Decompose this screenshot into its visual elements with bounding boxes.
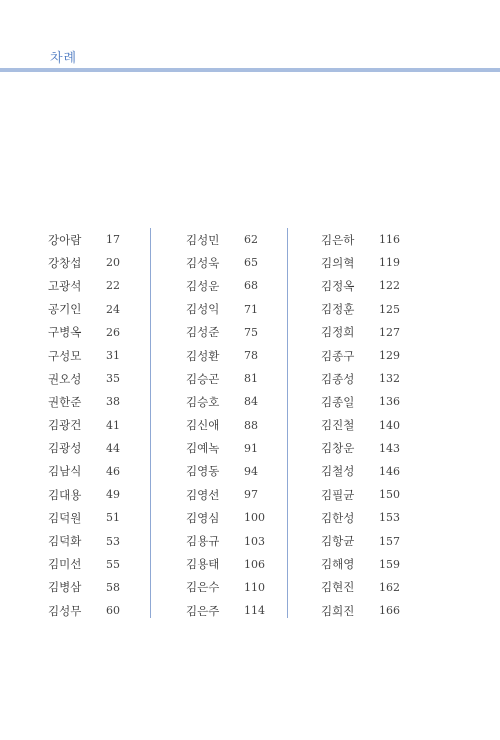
toc-entry[interactable] — [48, 553, 150, 576]
toc-entry-page: 110 — [244, 580, 265, 594]
toc-entry[interactable] — [48, 321, 150, 344]
toc-entry[interactable] — [48, 599, 150, 622]
toc-entry-page: 159 — [379, 557, 400, 571]
toc-entry-page: 49 — [106, 488, 120, 502]
header-rule — [0, 68, 500, 72]
toc-entry[interactable] — [186, 228, 285, 251]
toc-entry-name: 김창운 — [321, 441, 355, 456]
toc-entry-page: 53 — [106, 534, 120, 548]
toc-entry-page: 68 — [244, 279, 258, 293]
toc-entry[interactable] — [186, 599, 285, 622]
toc-entry[interactable] — [186, 344, 285, 367]
toc-entry-name: 김해영 — [321, 557, 355, 572]
toc-entry-page: 58 — [106, 580, 120, 594]
toc-entry-name: 김성민 — [186, 232, 220, 247]
toc-entry-page: 162 — [379, 580, 400, 594]
toc-entry-name: 김성익 — [186, 302, 220, 317]
toc-entry-page: 100 — [244, 511, 265, 525]
toc-entry[interactable] — [321, 483, 458, 506]
toc-entry-name: 김한성 — [321, 510, 355, 525]
toc-entry-page: 122 — [379, 279, 400, 293]
toc-entry-name: 공기인 — [48, 302, 82, 317]
toc-entry[interactable] — [186, 298, 285, 321]
toc-entry-name: 김정희 — [321, 325, 355, 340]
toc-entry[interactable] — [48, 274, 150, 297]
toc-entry-page: 35 — [106, 372, 120, 386]
toc-entry-name: 김성운 — [186, 278, 220, 293]
toc-column — [48, 228, 150, 622]
toc-entry-page: 65 — [244, 256, 258, 270]
toc-entry-name: 김예녹 — [186, 441, 220, 456]
toc-entry[interactable] — [321, 367, 458, 390]
toc-entry-name: 구병옥 — [48, 325, 82, 340]
toc-entry[interactable] — [186, 460, 285, 483]
toc-entry-page: 132 — [379, 372, 400, 386]
toc-entry[interactable] — [321, 228, 458, 251]
toc-entry[interactable] — [186, 414, 285, 437]
toc-entry[interactable] — [321, 599, 458, 622]
toc-entry[interactable] — [48, 367, 150, 390]
toc-entry-name: 김덕원 — [48, 510, 82, 525]
toc-entry[interactable] — [186, 576, 285, 599]
toc-entry-name: 김영심 — [186, 510, 220, 525]
toc-entry[interactable] — [321, 437, 458, 460]
toc-entry-name: 김광성 — [48, 441, 82, 456]
toc-entry-name: 김항균 — [321, 534, 355, 549]
toc-entry[interactable] — [186, 321, 285, 344]
toc-entry[interactable] — [48, 506, 150, 529]
toc-entry[interactable] — [48, 228, 150, 251]
toc-entry-page: 116 — [379, 233, 400, 247]
toc-entry-page: 26 — [106, 325, 120, 339]
toc-entry-name: 김광건 — [48, 418, 82, 433]
toc-entry[interactable] — [48, 529, 150, 552]
toc-entry[interactable] — [186, 506, 285, 529]
toc-entry-page: 114 — [244, 604, 265, 618]
toc-entry-page: 150 — [379, 488, 400, 502]
toc-entry-name: 김성환 — [186, 348, 220, 363]
toc-entry-page: 88 — [244, 418, 258, 432]
toc-entry[interactable] — [48, 298, 150, 321]
toc-entry-name: 김성욱 — [186, 255, 220, 270]
toc-entry-page: 62 — [244, 233, 258, 247]
toc-entry-page: 31 — [106, 349, 120, 363]
toc-entry-page: 84 — [244, 395, 258, 409]
toc-entry-page: 119 — [379, 256, 400, 270]
toc-entry-name: 김용규 — [186, 534, 220, 549]
toc-entry-page: 81 — [244, 372, 258, 386]
toc-entry[interactable] — [321, 251, 458, 274]
toc-entry[interactable] — [321, 553, 458, 576]
toc-entry-page: 46 — [106, 464, 120, 478]
toc-entry-name: 구성모 — [48, 348, 82, 363]
toc-entry-name: 김철성 — [321, 464, 355, 479]
toc-entry[interactable] — [321, 506, 458, 529]
toc-entry-page: 60 — [106, 604, 120, 618]
toc-entry-name: 김영동 — [186, 464, 220, 479]
toc-entry[interactable] — [186, 437, 285, 460]
toc-entry-name: 김종구 — [321, 348, 355, 363]
toc-entry[interactable] — [48, 576, 150, 599]
toc-entry[interactable] — [321, 576, 458, 599]
toc-entry-page: 20 — [106, 256, 120, 270]
toc-entry[interactable] — [321, 274, 458, 297]
toc-entry-page: 17 — [106, 233, 120, 247]
toc-entry-name: 김현진 — [321, 580, 355, 595]
toc-entry-name: 권오성 — [48, 371, 82, 386]
toc-entry-page: 127 — [379, 325, 400, 339]
toc-entry-page: 166 — [379, 604, 400, 618]
toc-entry-page: 41 — [106, 418, 120, 432]
toc-entry-name: 김은하 — [321, 232, 355, 247]
toc-entry-page: 71 — [244, 302, 258, 316]
toc-entry[interactable] — [48, 483, 150, 506]
toc-entry-page: 55 — [106, 557, 120, 571]
toc-entry-page: 51 — [106, 511, 120, 525]
page-title: 차례 — [50, 51, 78, 66]
toc-entry-name: 김영선 — [186, 487, 220, 502]
toc-entry-page: 75 — [244, 325, 258, 339]
toc-entry-name: 강아람 — [48, 232, 82, 247]
toc-entry-name: 김진철 — [321, 418, 355, 433]
toc-entry[interactable] — [48, 414, 150, 437]
toc-entry-name: 김정훈 — [321, 302, 355, 317]
toc-entry-name: 김은수 — [186, 580, 220, 595]
toc-entry-page: 103 — [244, 534, 265, 548]
toc-entry-page: 146 — [379, 464, 400, 478]
toc-entry[interactable] — [186, 390, 285, 413]
toc-entry[interactable] — [186, 274, 285, 297]
toc-entry-name: 김덕화 — [48, 534, 82, 549]
toc-entry-name: 김정옥 — [321, 278, 355, 293]
toc-entry-name: 김승호 — [186, 394, 220, 409]
toc-entry-name: 김병삼 — [48, 580, 82, 595]
toc-entry-page: 153 — [379, 511, 400, 525]
toc-entry[interactable] — [321, 344, 458, 367]
toc-entry[interactable] — [321, 298, 458, 321]
toc-entry-name: 김신애 — [186, 418, 220, 433]
toc-entry[interactable] — [48, 460, 150, 483]
toc-entry-name: 고광석 — [48, 278, 82, 293]
toc-entry[interactable] — [321, 529, 458, 552]
toc-entry-name: 김남식 — [48, 464, 82, 479]
toc-entry-page: 94 — [244, 464, 258, 478]
toc-entry[interactable] — [186, 529, 285, 552]
toc-entry-name: 김의혁 — [321, 255, 355, 270]
toc-entry-page: 125 — [379, 302, 400, 316]
table-of-contents — [48, 228, 458, 622]
toc-entry-page: 22 — [106, 279, 120, 293]
toc-entry[interactable] — [186, 483, 285, 506]
toc-entry[interactable] — [321, 390, 458, 413]
toc-entry-name: 김용태 — [186, 557, 220, 572]
toc-entry-page: 129 — [379, 349, 400, 363]
toc-entry[interactable] — [48, 437, 150, 460]
toc-entry-page: 140 — [379, 418, 400, 432]
toc-entry-name: 강창섭 — [48, 255, 82, 270]
toc-entry-page: 78 — [244, 349, 258, 363]
toc-entry-page: 91 — [244, 441, 258, 455]
toc-entry[interactable] — [321, 460, 458, 483]
toc-entry-page: 24 — [106, 302, 120, 316]
toc-entry-page: 44 — [106, 441, 120, 455]
toc-column — [285, 228, 458, 622]
toc-entry[interactable] — [321, 321, 458, 344]
toc-entry-name: 김대용 — [48, 487, 82, 502]
toc-entry-name: 김필균 — [321, 487, 355, 502]
toc-entry-name: 김희진 — [321, 603, 355, 618]
toc-entry-name: 김미선 — [48, 557, 82, 572]
toc-entry-name: 김성준 — [186, 325, 220, 340]
toc-entry-name: 김성무 — [48, 603, 82, 618]
toc-entry[interactable] — [186, 251, 285, 274]
toc-entry-page: 157 — [379, 534, 400, 548]
toc-entry-page: 143 — [379, 441, 400, 455]
toc-column — [150, 228, 285, 622]
toc-entry[interactable] — [48, 251, 150, 274]
toc-entry[interactable] — [186, 367, 285, 390]
toc-entry-name: 김승곤 — [186, 371, 220, 386]
toc-entry[interactable] — [48, 390, 150, 413]
toc-entry-page: 106 — [244, 557, 265, 571]
toc-entry-page: 136 — [379, 395, 400, 409]
toc-entry[interactable] — [186, 553, 285, 576]
toc-entry-name: 김종성 — [321, 371, 355, 386]
toc-entry-name: 권한준 — [48, 394, 82, 409]
toc-entry-page: 38 — [106, 395, 120, 409]
toc-entry-page: 97 — [244, 488, 258, 502]
toc-entry[interactable] — [48, 344, 150, 367]
toc-entry-name: 김종일 — [321, 394, 355, 409]
toc-entry-name: 김은주 — [186, 603, 220, 618]
toc-entry[interactable] — [321, 414, 458, 437]
